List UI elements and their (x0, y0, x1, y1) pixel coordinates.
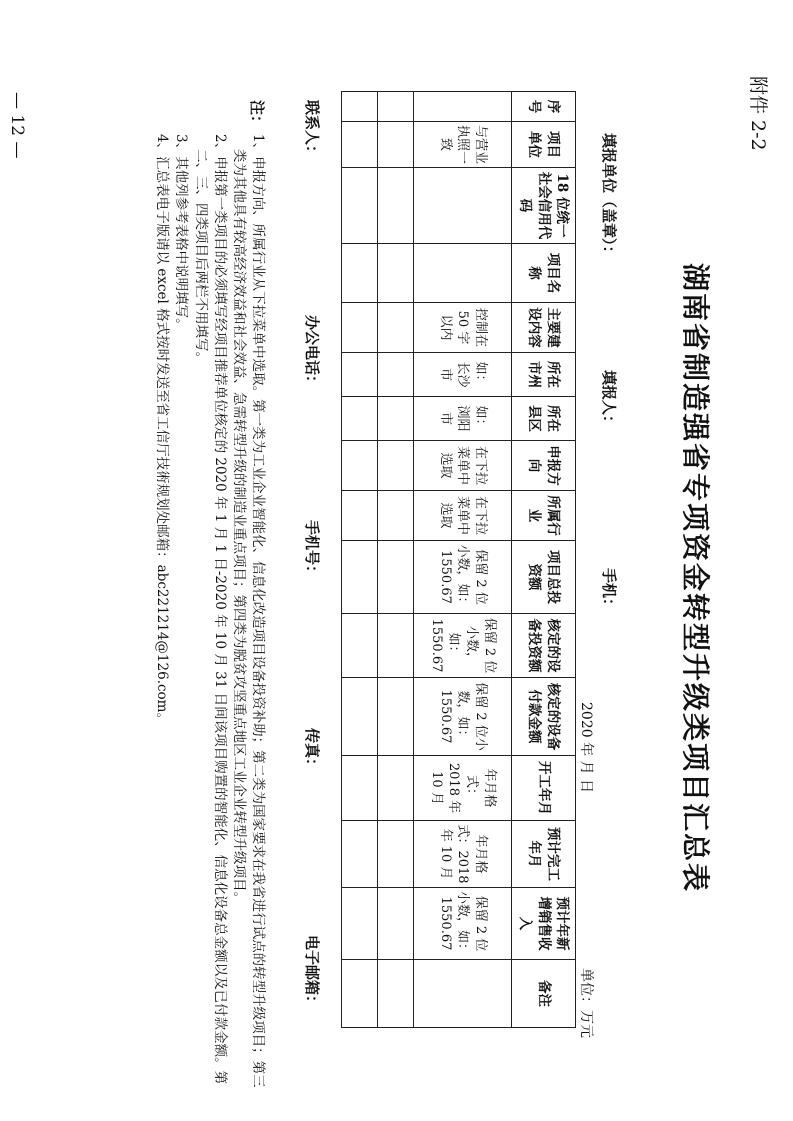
blank-cell (378, 92, 414, 122)
header-cell: 预计年新增销售收入 (512, 888, 576, 960)
example-cell (414, 92, 512, 122)
blank-cell (378, 678, 414, 756)
header-cell: 项目名称 (512, 244, 576, 303)
header-cell: 主要建设内容 (512, 303, 576, 353)
header-cell: 项目单位 (512, 122, 576, 168)
header-cell: 预计完工年月 (512, 821, 576, 888)
blank-cell (378, 541, 414, 614)
note-item: 3、其他列参考表格中说明填写。 (173, 134, 190, 332)
date-label: 2020 年 月 日 (578, 702, 594, 793)
table-example-row (414, 92, 512, 1028)
note-item: 1、申报方向、所属行业从下拉菜单中选取。第一类为工业企业智能化、信息化改造项目设备投资补助；第二类为国家要求在我省进行试点的转型升级项目；第三类为其他具有较高经济效益和社会效益、急需转型升级的制造业重点项目；第四类为脱贫攻坚重点地区工业企业转型升级项目。 (230, 134, 266, 1088)
header-cell: 所在县区 (512, 397, 576, 441)
example-cell: 保留 2 位小数，如：1550.67 (414, 614, 512, 678)
filler-label: 填报人： (600, 370, 618, 431)
example-cell (414, 244, 512, 303)
note-item: 2、申报第一类项目的必须填写经项目推荐单位核定的 2020 年 1 月 1 日-2020 年 10 月 31 日间该项目购置的智能化、信息化设备总金额以及已付款金额。第二、三、四类项目后两栏不用填写。 (192, 134, 228, 1085)
notes-list (152, 100, 267, 1090)
table-header-row (512, 92, 576, 1028)
example-cell: 如：长沙市 (414, 353, 512, 397)
unit-label: 单位：万元 (578, 968, 594, 1038)
blank-cell (342, 678, 378, 756)
header-cell: 核定的设备投资额 (512, 614, 576, 678)
example-cell: 年月格式：2018 年 10 月 (414, 821, 512, 888)
contact-line (299, 100, 323, 1060)
note-item: 4、汇总表电子版请以 excel 格式按时发送至省工信厅技術规划处邮箱：abc221214@126.com。 (154, 134, 171, 726)
phone-label: 手机： (600, 568, 618, 614)
blank-cell (342, 960, 378, 1028)
blank-cell (378, 491, 414, 541)
office-phone-label: 办公电话： (303, 315, 321, 391)
header-cell: 所属行业 (512, 491, 576, 541)
blank-cell (378, 821, 414, 888)
header-cell: 所在市州 (512, 353, 576, 397)
header-cell: 开工年月 (512, 756, 576, 821)
blank-cell (378, 353, 414, 397)
blank-cell (342, 541, 378, 614)
example-cell: 控制在 50 字以内 (414, 303, 512, 353)
notes-label: 注： (248, 100, 266, 131)
table-blank-row (378, 92, 414, 1028)
blank-cell (342, 614, 378, 678)
header-cell: 序号 (512, 92, 576, 122)
blank-cell (342, 92, 378, 122)
example-cell: 保留 2 位小数，如：1550.67 (414, 541, 512, 614)
blank-cell (378, 303, 414, 353)
table-blank-row (342, 92, 378, 1028)
document-title: 湖南省制造强省专项资金转型升级类项目汇总表 (679, 262, 712, 893)
blank-cell (378, 441, 414, 491)
example-cell: 保留 2 位小数，如：1550.67 (414, 888, 512, 960)
blank-cell (342, 244, 378, 303)
blank-cell (378, 614, 414, 678)
header-cell: 核定的设备付款金额 (512, 678, 576, 756)
header-cell: 备注 (512, 960, 576, 1028)
header-cell: 项目总投资额 (512, 541, 576, 614)
blank-cell (378, 888, 414, 960)
annex-label: 附件 2-2 (747, 76, 769, 151)
example-cell: 年月格式：2018 年 10 月 (414, 756, 512, 821)
fax-label: 传真： (303, 728, 321, 774)
blank-cell (342, 821, 378, 888)
blank-cell (378, 244, 414, 303)
blank-cell (342, 888, 378, 960)
example-cell: 在下拉菜单中选取 (414, 491, 512, 541)
blank-cell (342, 168, 378, 244)
contact-person-label: 联系人： (303, 100, 321, 161)
example-cell: 与营业执照一致 (414, 122, 512, 168)
blank-cell (342, 353, 378, 397)
mobile-label: 手机号： (303, 520, 321, 581)
blank-cell (342, 397, 378, 441)
blank-cell (378, 756, 414, 821)
blank-cell (378, 122, 414, 168)
blank-cell (378, 168, 414, 244)
summary-table (341, 91, 576, 1028)
blank-cell (378, 960, 414, 1028)
fill-unit-label: 填报单位（盖章）： (600, 133, 618, 261)
header-cell: 申报方向 (512, 441, 576, 491)
blank-cell (342, 756, 378, 821)
example-cell: 保留 2 位小数，如：1550.67 (414, 678, 512, 756)
blank-cell (342, 303, 378, 353)
page-number: — 12 — (7, 92, 27, 159)
example-cell (414, 168, 512, 244)
example-cell: 如：浏阳市 (414, 397, 512, 441)
email-label: 电子邮箱： (303, 935, 321, 1011)
notes-section (152, 100, 267, 1090)
blank-cell (378, 397, 414, 441)
blank-cell (342, 441, 378, 491)
example-cell: 在下拉菜单中选取 (414, 441, 512, 491)
example-cell (414, 960, 512, 1028)
blank-cell (342, 491, 378, 541)
header-cell: 18 位统一社会信用代码 (512, 168, 576, 244)
blank-cell (342, 122, 378, 168)
